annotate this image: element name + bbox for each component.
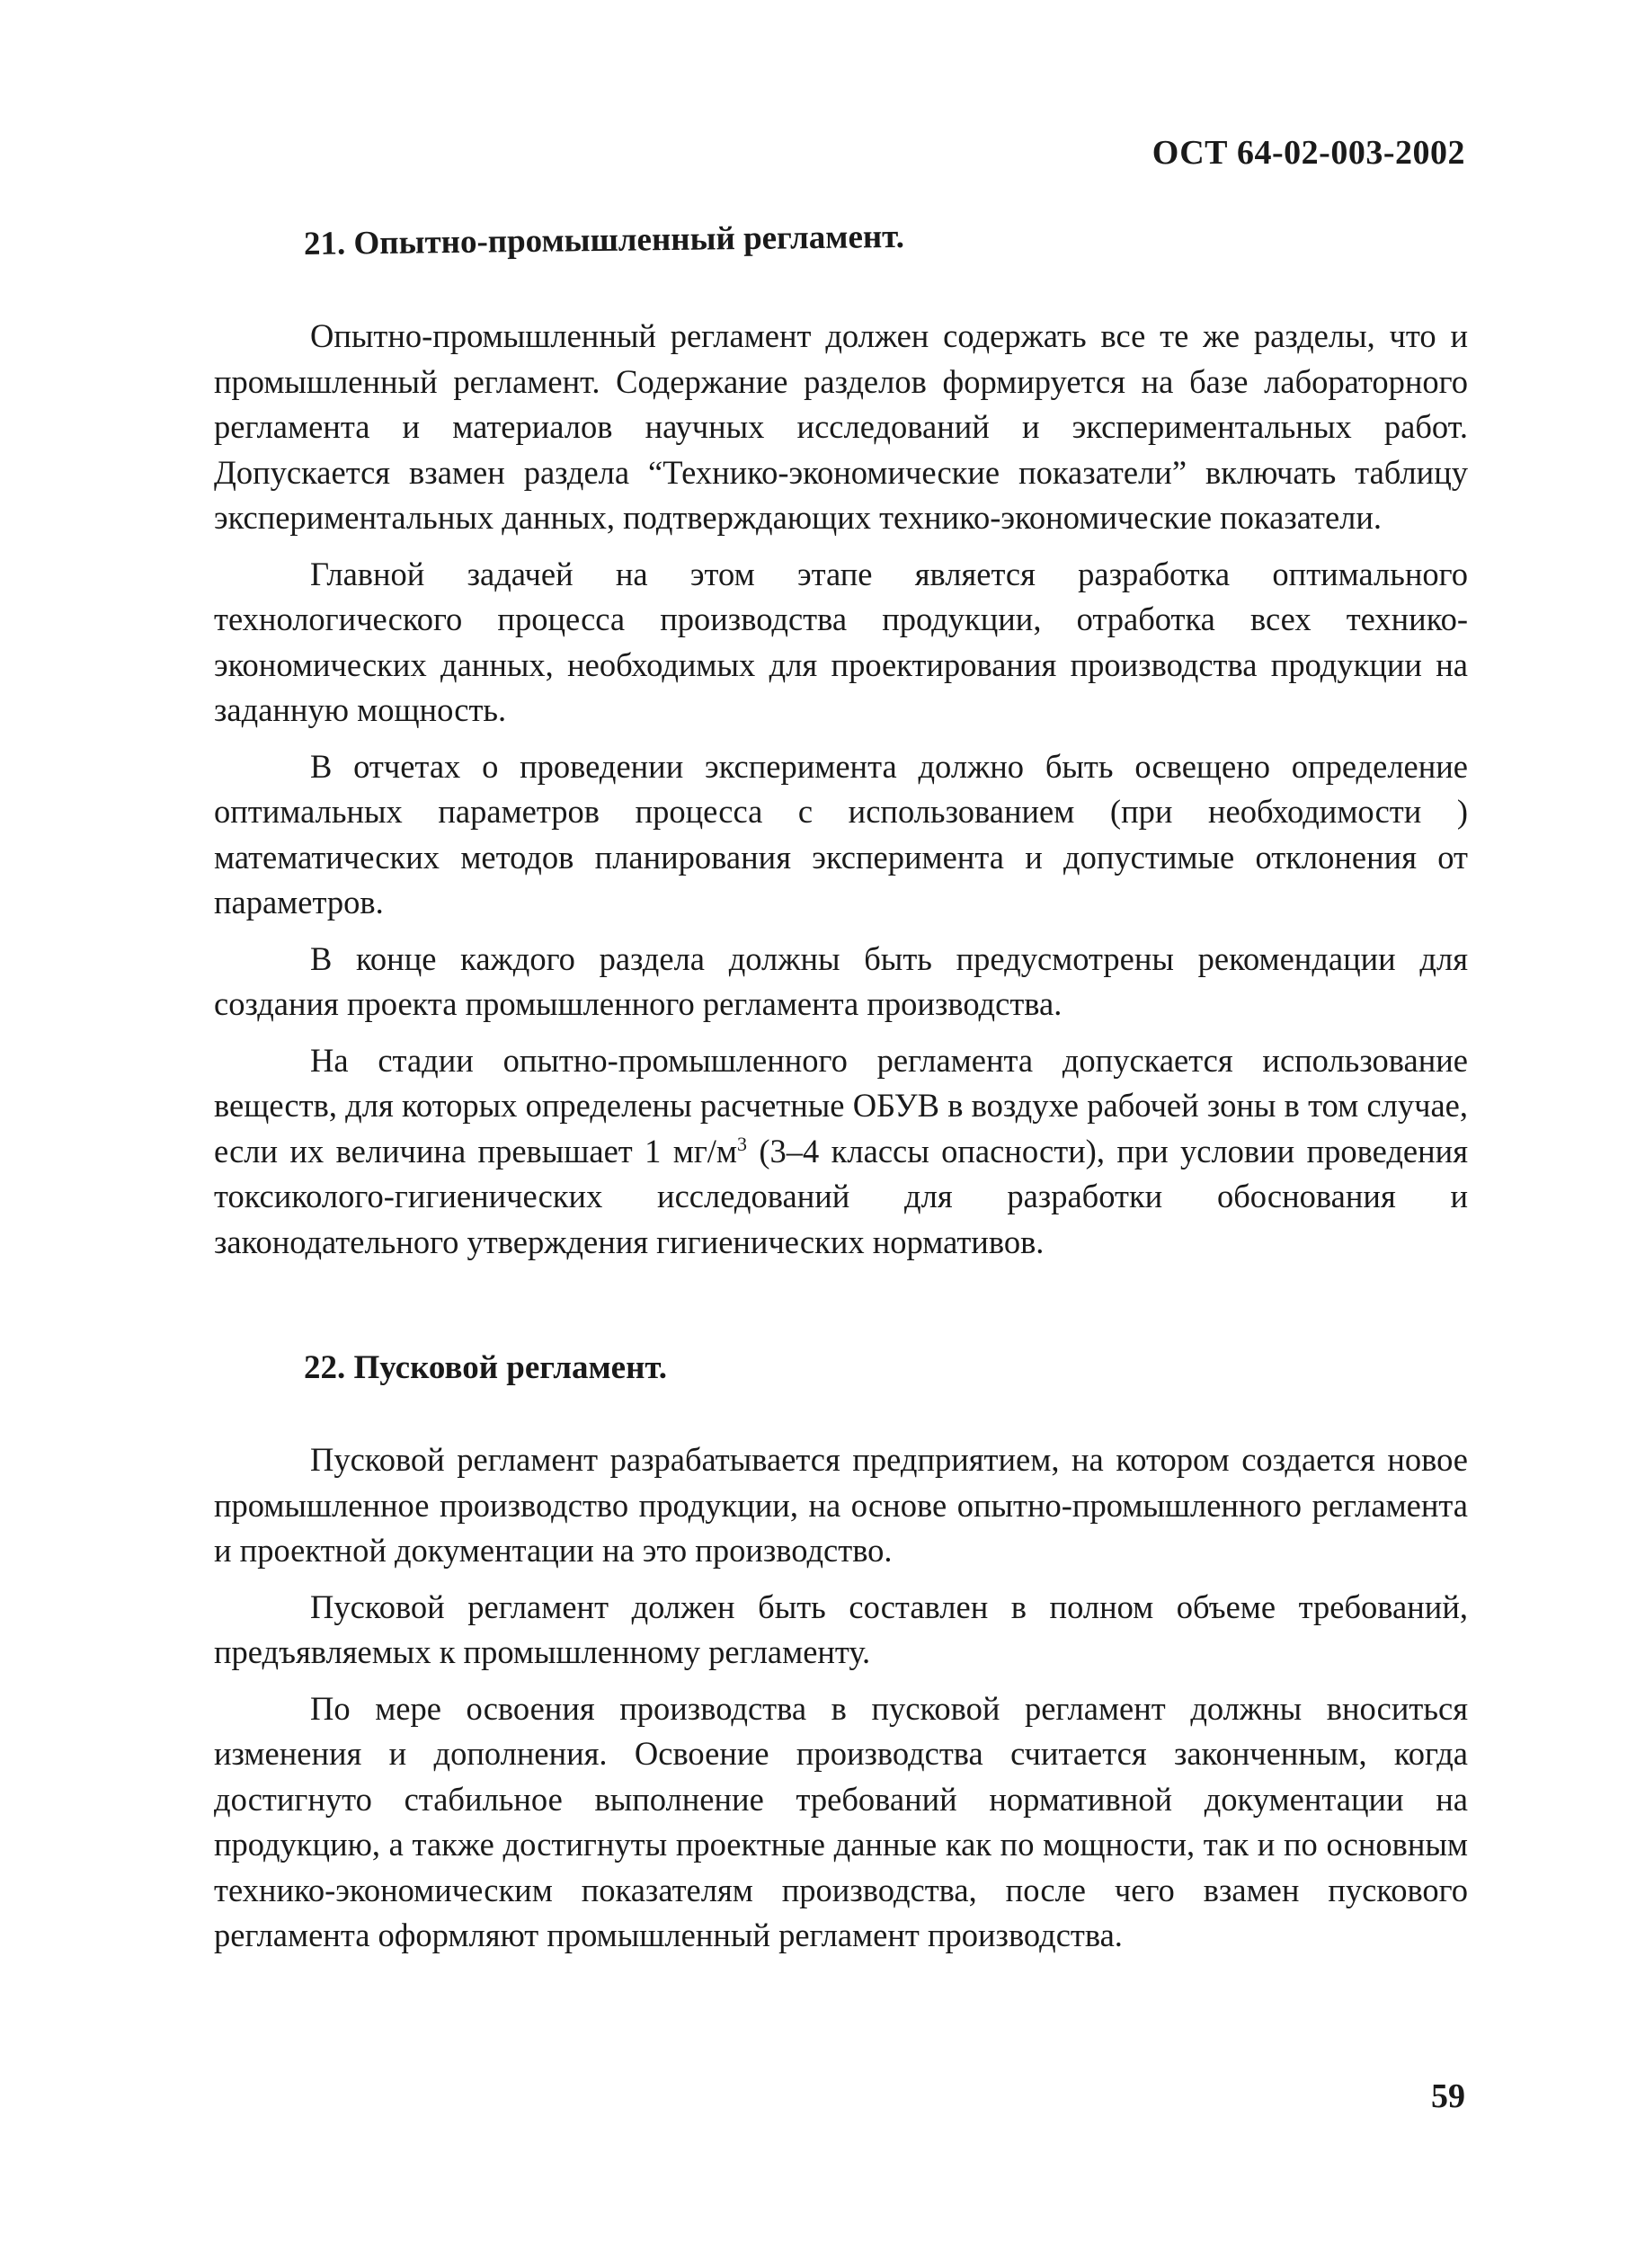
section-title: 21. Опытно-промышленный регламент. (303, 218, 905, 262)
paragraph (214, 1038, 1468, 1266)
paragraph: В конце каждого раздела должны быть предусмотрены рекомендации для создания проекта промышленного регламента производства. (214, 939, 1468, 1023)
paragraph: Пусковой регламент должен быть составлен в полном объеме требований, предъявляемых к промышленному регламенту. (214, 1588, 1468, 1671)
paragraph: В отчетах о проведении эксперимента должно быть освещено определение оптимальных параметров процесса с использованием (при необходимости ) математических методов планирования эксперимента и допустимые отклонения от параметров. (214, 747, 1468, 921)
superscript: 3 (737, 1132, 748, 1155)
section-22 (214, 1348, 1468, 1970)
section-title: 22. Пусковой регламент. (304, 1349, 668, 1386)
paragraph-text: (3–4 классы опасности), при условии проведения токсиколого-гигиенических исследований для разработки обоснования и законодательного утверждения гигиенических нормативов. (214, 1132, 1468, 1260)
paragraph: Главной задачей на этом этапе является разработка оптимального технологического процесса производства продукции, отработка всех технико-экономических данных, необходимых для проектирования производства продукции на заданную мощность. (214, 555, 1468, 729)
document-code: ОСТ 64-02-003-2002 (1152, 134, 1465, 172)
paragraph: Пусковой регламент разрабатывается предприятием, на котором создается новое промышленное производство продукции, на основе опытно-промышленного регламента и проектной документации на это производство. (214, 1441, 1468, 1570)
page-number: 59 (1431, 2077, 1465, 2115)
paragraph-text: На стадии опытно-промышленного регламента допускается использование веществ, для которых определены расчетные ОБУВ в воздухе рабочей зоны в том случае, если их величина превышает 1 мг/м (214, 1041, 1468, 1170)
section-21 (214, 218, 1468, 1276)
paragraph: Опытно-промышленный регламент должен содержать все те же разделы, что и промышленный регламент. Содержание разделов формируется на базе лабораторного регламента и материалов научных исследований и экспериментальных работ. Допускается взамен раздела “Технико-экономические показатели” включать таблицу экспериментальных данных, подтверждающих технико-экономические показатели. (214, 317, 1468, 537)
paragraph: По мере освоения производства в пусковой регламент должны вноситься изменения и дополнения. Освоение производства считается законченным, когда достигнуто стабильное выполнение требований нормативной документации на продукцию, а также достигнуты проектные данные как по мощности, так и по основным технико-экономическим показателям производства, после чего взамен пускового регламента оформляют промышленный регламент производства. (214, 1689, 1468, 1954)
